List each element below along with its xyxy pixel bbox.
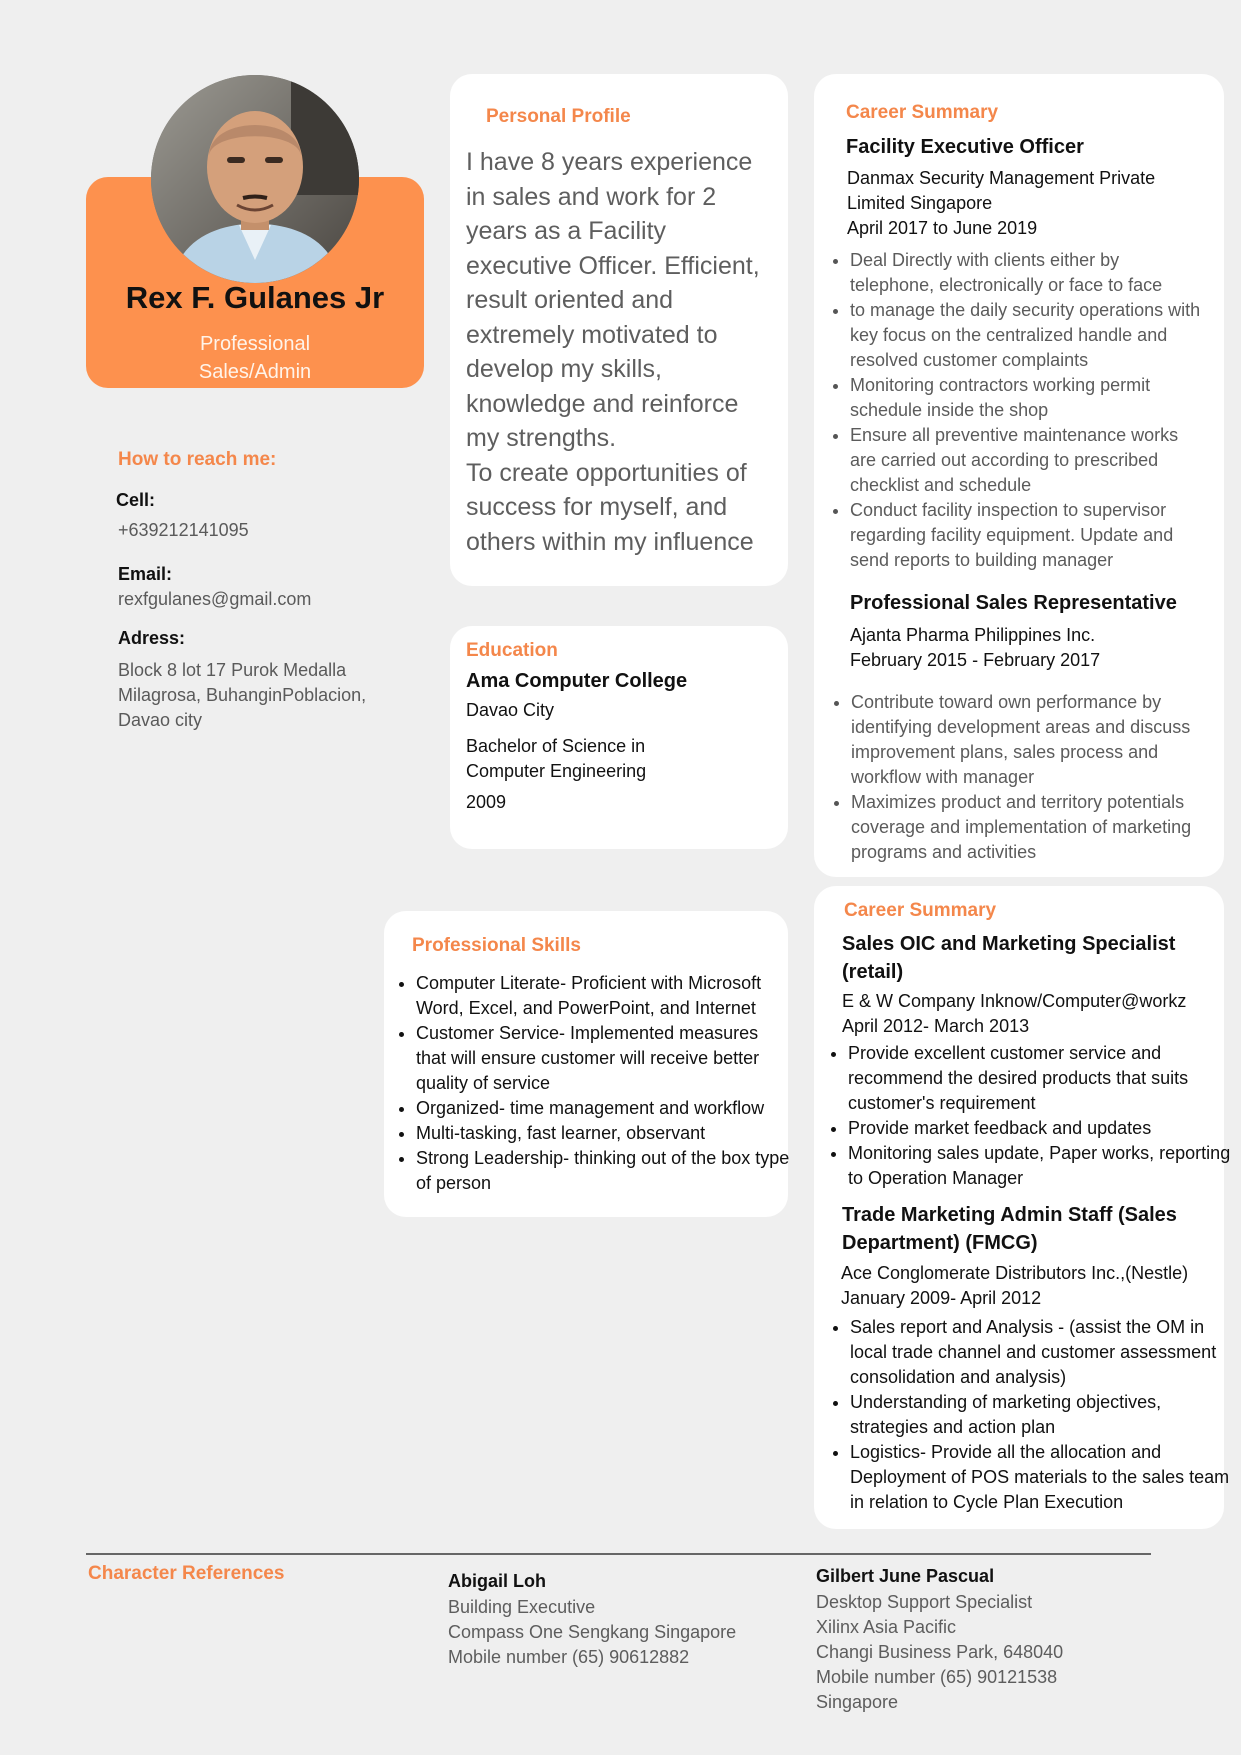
reference-line: Desktop Support Specialist <box>816 1592 1033 1612</box>
job-company-line: Ajanta Pharma Philippines Inc. <box>850 625 1096 645</box>
job-title-line: Trade Marketing Admin Staff (Sales <box>842 1204 1177 1226</box>
cell-value[interactable]: +639212141095 <box>118 520 249 540</box>
email-value[interactable]: rexfgulanes@gmail.com <box>118 589 312 609</box>
profile-line: develop my skills, <box>466 355 662 383</box>
job-bullet: • Conduct facility inspection to supervisor regarding facility equipment. Update and send reports to building manager <box>850 498 1204 573</box>
skills-list <box>390 971 792 1196</box>
reference-line: Singapore <box>816 1692 899 1712</box>
job-bullets <box>825 690 1205 865</box>
job-title: Facility Executive Officer <box>846 136 1084 158</box>
job-company-line: Ace Conglomerate Distributors Inc.,(Nestle) <box>841 1263 1189 1283</box>
reference-2 <box>816 1566 1063 1715</box>
career-heading: Career Summary <box>846 102 999 123</box>
job-bullet: • Ensure all preventive maintenance works are carried out according to prescribed checklist and schedule <box>850 423 1204 498</box>
job-dates: February 2015 - February 2017 <box>850 650 1101 670</box>
email-label: Email: <box>118 564 173 584</box>
job-bullet: • Maximizes product and territory potentials coverage and implementation of marketing programs and activities <box>851 790 1205 865</box>
profile-line: To create opportunities of <box>466 458 747 487</box>
profile-line: others within my influence <box>466 527 754 556</box>
skills-heading: Professional Skills <box>412 935 581 956</box>
skill-item: • Multi-tasking, fast learner, observant <box>416 1121 792 1146</box>
job-bullets <box>824 248 1204 573</box>
avatar <box>151 75 359 283</box>
job-title: Professional Sales Representative <box>850 592 1177 614</box>
job-company-line: Danmax Security Management Private <box>847 168 1156 188</box>
skill-item: • Customer Service- Implemented measures that will ensure customer will receive better quality of service <box>416 1021 792 1096</box>
skills-card <box>384 911 788 1217</box>
job-title <box>842 1201 1177 1257</box>
job-bullet: • Deal Directly with clients either by telephone, electronically or face to face <box>850 248 1204 298</box>
job-bullet: • Contribute toward own performance by identifying development areas and discuss improvement plans, sales process and workflow with manager <box>851 690 1205 790</box>
job-bullet: • Monitoring contractors working permit schedule inside the shop <box>850 373 1204 423</box>
reference-name: Gilbert June Pascual <box>816 1566 995 1586</box>
profile-photo <box>151 75 359 283</box>
profile-line: my strengths. <box>466 424 617 452</box>
person-title-line2: Sales/Admin <box>198 361 312 383</box>
person-title-line1: Professional <box>199 333 311 355</box>
skill-item: • Organized- time management and workflow <box>416 1096 792 1121</box>
career-heading: Career Summary <box>844 900 997 921</box>
cell-label: Cell: <box>116 490 156 510</box>
graduation-year: 2009 <box>466 792 507 812</box>
job-bullet: • Monitoring sales update, Paper works, reporting to Operation Manager <box>848 1141 1238 1191</box>
reference-line: Changi Business Park, 648040 <box>816 1642 1064 1662</box>
career-card-2 <box>814 886 1231 1529</box>
skill-item: • Computer Literate- Proficient with Microsoft Word, Excel, and PowerPoint, and Internet <box>416 971 792 1021</box>
job-bullet: • Provide excellent customer service and recommend the desired products that suits customer's requirement <box>848 1041 1238 1116</box>
job-dates: January 2009- April 2012 <box>841 1288 1042 1308</box>
job-bullet: • Understanding of marketing objectives, strategies and action plan <box>850 1390 1240 1440</box>
job-company <box>847 166 1155 241</box>
job-title-line: Department) (FMCG) <box>842 1232 1038 1254</box>
job-company <box>842 989 1186 1039</box>
degree-line: Computer Engineering <box>466 761 647 781</box>
references-heading: Character References <box>88 1563 285 1584</box>
person-name: Rex F. Gulanes Jr <box>125 280 385 315</box>
job-bullets <box>822 1041 1238 1191</box>
reference-line: Compass One Sengkang Singapore <box>448 1622 737 1642</box>
career-card-1 <box>814 74 1224 877</box>
profile-line: executive Officer. Efficient, <box>466 251 760 280</box>
reference-line: Mobile number (65) 90121538 <box>816 1667 1058 1687</box>
person-title <box>86 330 424 386</box>
profile-line: in sales and work for 2 <box>466 182 717 211</box>
job-bullet: • Provide market feedback and updates <box>848 1116 1238 1141</box>
profile-card <box>450 74 788 586</box>
reference-name: Abigail Loh <box>448 1571 546 1591</box>
profile-line: result oriented and <box>466 286 674 314</box>
profile-line: years as a Facility <box>466 217 667 245</box>
job-bullet: • Logistics- Provide all the allocation and Deployment of POS materials to the sales team in relation to Cycle Plan Execution <box>850 1440 1240 1515</box>
reference-1 <box>448 1571 736 1670</box>
address-line: Milagrosa, BuhanginPoblacion, <box>118 685 367 705</box>
job-dates: April 2017 to June 2019 <box>847 218 1038 238</box>
school-city: Davao City <box>466 700 555 720</box>
address-line: Block 8 lot 17 Purok Medalla <box>118 660 347 680</box>
profile-text <box>466 145 786 559</box>
job-title-line: Sales OIC and Marketing Specialist <box>842 933 1176 955</box>
profile-line: I have 8 years experience <box>466 148 753 176</box>
job-company-line: E & W Company Inknow/Computer@workz <box>842 991 1187 1011</box>
skill-item: • Strong Leadership- thinking out of the box type of person <box>416 1146 792 1196</box>
school-name: Ama Computer College <box>466 670 688 692</box>
reference-line: Xilinx Asia Pacific <box>816 1617 957 1637</box>
profile-heading: Personal Profile <box>486 106 631 127</box>
job-title <box>842 930 1175 986</box>
references-divider <box>86 1553 1151 1555</box>
job-bullet: • Sales report and Analysis - (assist the OM in local trade channel and customer assessment consolidation and analysis) <box>850 1315 1240 1390</box>
address-value <box>118 658 366 733</box>
reference-line: Building Executive <box>448 1597 596 1617</box>
reference-line: Mobile number (65) 90612882 <box>448 1647 690 1667</box>
degree-line: Bachelor of Science in <box>466 736 646 756</box>
job-bullets <box>824 1315 1240 1515</box>
address-line: Davao city <box>118 710 203 730</box>
education-card <box>450 626 788 849</box>
degree <box>466 734 646 784</box>
job-dates: April 2012- March 2013 <box>842 1016 1030 1036</box>
profile-line: extremely motivated to <box>466 320 718 349</box>
job-company <box>850 623 1100 673</box>
job-company-line: Limited Singapore <box>847 193 993 213</box>
contact-heading: How to reach me: <box>118 449 277 470</box>
profile-line: knowledge and reinforce <box>466 389 739 418</box>
profile-line: success for myself, and <box>466 493 728 521</box>
job-title-line: (retail) <box>842 961 904 983</box>
job-bullet: • to manage the daily security operations with key focus on the centralized handle and resolved customer complaints <box>850 298 1204 373</box>
education-heading: Education <box>466 640 558 661</box>
address-label: Adress: <box>118 628 186 648</box>
job-company <box>841 1261 1188 1311</box>
